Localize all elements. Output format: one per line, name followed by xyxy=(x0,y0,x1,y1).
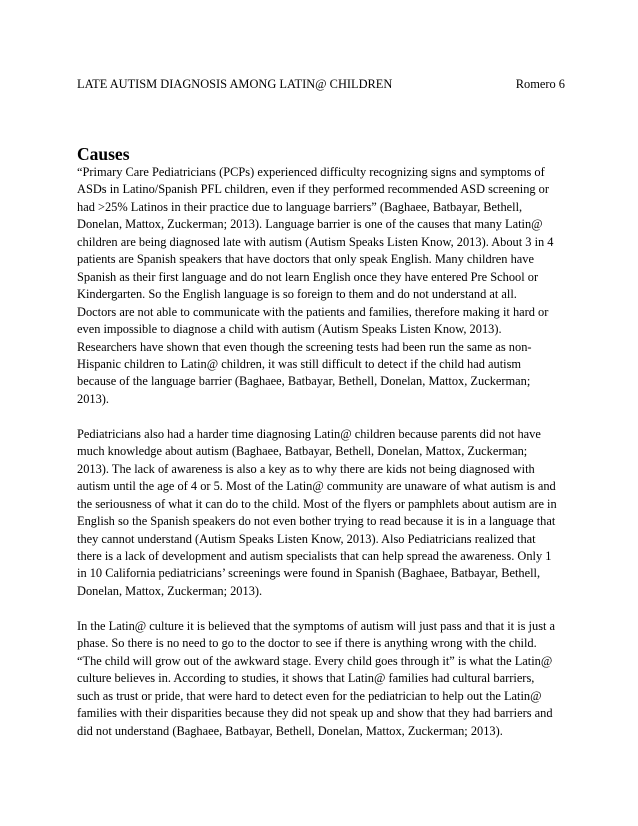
paragraph-2 xyxy=(77,426,569,601)
text-line: Donelan, Mattox, Zuckerman; 2013). xyxy=(77,583,263,598)
text-line: did not understand (Baghaee, Batbayar, Bethell, Donelan, Mattox, Zuckerman; 2013). xyxy=(77,723,503,738)
text-line: Kindergarten. So the English language is so foreign to them and do not understand at all. xyxy=(77,287,517,302)
text-line: phase. So there is no need to go to the doctor to see if there is anything wrong with the child. xyxy=(77,636,537,651)
text-line: culture believes in. According to studies, it shows that Latin@ families had cultural barriers, xyxy=(77,671,535,686)
section-heading: Causes xyxy=(77,144,130,164)
text-line: ASDs in Latino/Spanish PFL children, even if they performed recommended ASD screening or xyxy=(77,182,550,197)
text-line: “Primary Care Pediatricians (PCPs) experienced difficulty recognizing signs and symptoms of xyxy=(77,165,545,179)
text-line: much knowledge about autism (Baghaee, Batbayar, Bethell, Donelan, Mattox, Zuckerman; xyxy=(77,444,528,459)
page-number: Romero 6 xyxy=(515,77,565,91)
text-line: Doctors are not able to communicate with the patients and families, therefore making it hard or xyxy=(77,304,549,319)
text-line: the seriousness of what it can do to the child. Most of the flyers or pamphlets about autism are in xyxy=(77,496,557,511)
text-line: in 10 California pediatricians’ screenings were found in Spanish (Baghaee, Batbayar, Bethell, xyxy=(77,566,541,581)
body-text xyxy=(77,164,569,758)
running-header xyxy=(77,76,565,92)
text-line: such as trust or pride, that were hard to detect even for the pediatrician to help out the Latin@ xyxy=(77,688,542,703)
text-line: children are being diagnosed late with autism (Autism Speaks Listen Know, 2013). About 3 in 4 xyxy=(77,234,554,249)
text-line: even impossible to diagnose a child with autism (Autism Speaks Listen Know, 2013). xyxy=(77,322,502,337)
text-line: Researchers have shown that even though the screening tests had been run the same as non- xyxy=(77,339,532,354)
running-head-title: LATE AUTISM DIAGNOSIS AMONG LATIN@ CHILDREN xyxy=(77,77,393,91)
text-line: Pediatricians also had a harder time diagnosing Latin@ children because parents did not have xyxy=(77,426,541,441)
text-line: English so the Spanish speakers do not even bother trying to read because it is in a language that xyxy=(77,514,556,529)
text-line: autism until the age of 4 or 5. Most of the Latin@ community are unaware of what autism is and xyxy=(77,479,556,494)
text-line: they cannot understand (Autism Speaks Listen Know, 2013). Also Pediatricians realized that xyxy=(77,531,536,546)
text-line: “The child will grow out of the awkward stage. Every child goes through it” is what the Latin@ xyxy=(77,653,553,668)
text-line: had >25% Latinos in their practice due to language barriers” (Baghaee, Batbayar, Bethell, xyxy=(77,199,523,214)
paragraph-3 xyxy=(77,618,569,740)
text-line: 2013). xyxy=(77,391,110,406)
text-line: there is a lack of development and autism specialists that can help spread the awareness. Only 1 xyxy=(77,549,552,564)
paragraph-1 xyxy=(77,164,569,408)
text-line: because of the language barrier (Baghaee, Batbayar, Bethell, Donelan, Mattox, Zuckerman; xyxy=(77,374,531,389)
text-line: patients are Spanish speakers that have doctors that only speak English. Many children have xyxy=(77,252,534,267)
text-line: Spanish as their first language and do not learn English once they have entered Pre School or xyxy=(77,269,539,284)
text-line: families with their disparities because they did not speak up and show that they had barriers and xyxy=(77,706,553,721)
text-line: Donelan, Mattox, Zuckerman; 2013). Language barrier is one of the causes that many Latin@ xyxy=(77,217,543,232)
text-line: Hispanic children to Latin@ children, it was still difficult to detect if the child had autism xyxy=(77,356,522,371)
text-line: 2013). The lack of awareness is also a key as to why there are kids not being diagnosed with xyxy=(77,461,535,476)
text-line: In the Latin@ culture it is believed that the symptoms of autism will just pass and that it is just a xyxy=(77,618,556,633)
